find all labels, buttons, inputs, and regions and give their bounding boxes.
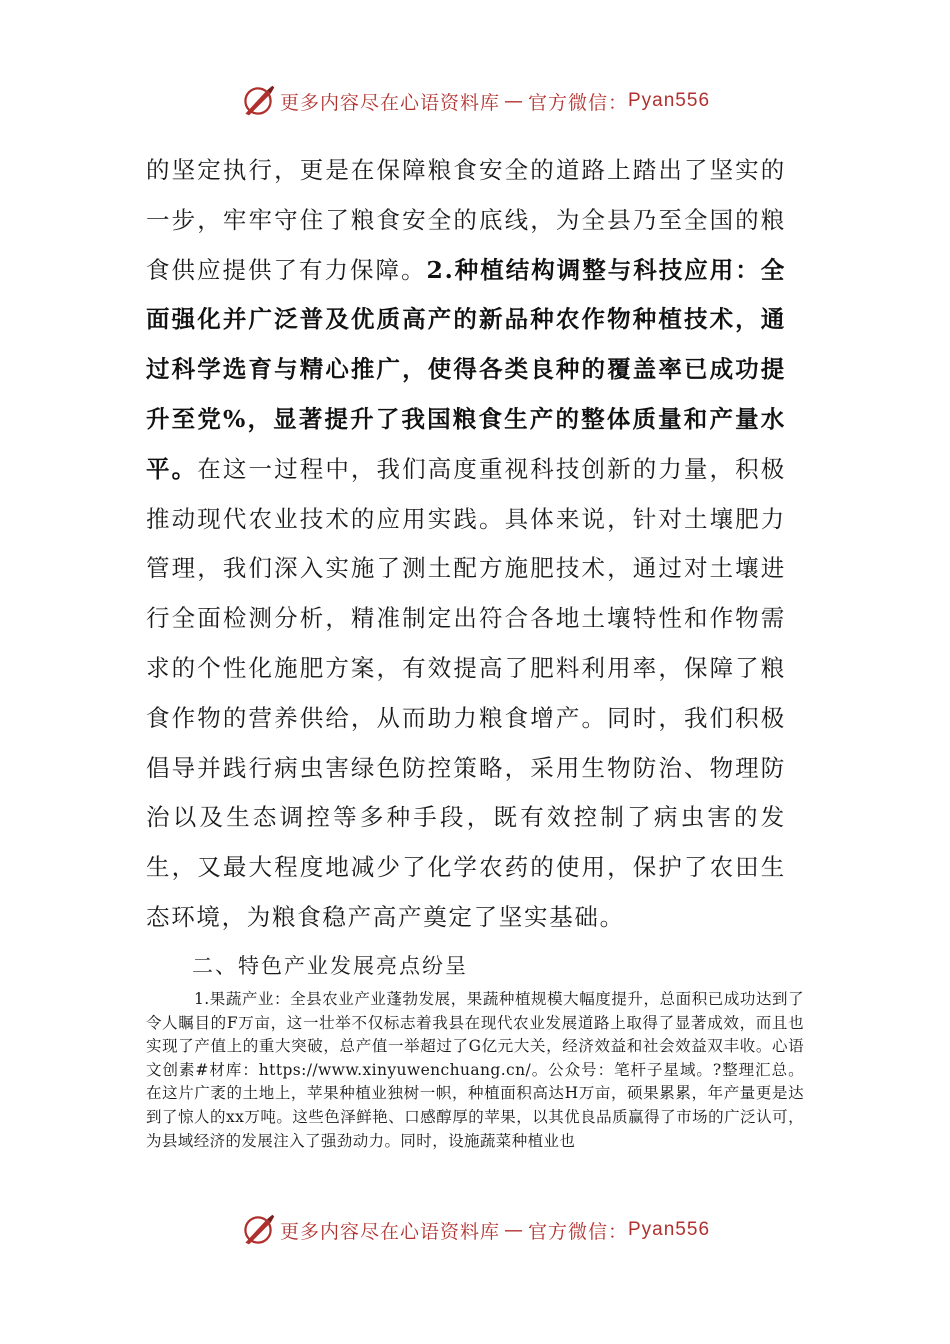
section-heading: 二、特色产业发展亮点纷呈 (192, 954, 468, 978)
bold-subheading-text: 2.种植结构调整与科技应用：全面强化并广泛普及优质高产的新品种农作物种植技术，通过科学选育与精心推广，使得各类良种的覆盖率已成功提升至党%，显著提升了我国粮食生产的整体质量和产量水平。 (146, 255, 786, 483)
paragraph-end: 在这一过程中，我们高度重视科技创新的力量，积极推动现代农业技术的应用实践。具体来说，针对土壤肥力管理，我们深入实施了测土配方施肥技术，通过对土壤进行全面检测分析，精准制定出符合各地土壤特性和作物需求的个性化施肥方案，有效提高了肥料利用率，保障了粮食作物的营养供给，从而助力粮食增产。同时，我们积极倡导并践行病虫害绿色防控策略，采用生物防治、物理防治以及生态调控等多种手段，既有效控制了病虫害的发生，又最大程度地减少了化学农药的使用，保护了农田生态环境，为粮食稳产高产奠定了坚实基础。 (146, 454, 786, 931)
pen-in-circle-icon (240, 1212, 276, 1248)
banner-account-id: Pyan556 (628, 90, 711, 111)
small-paragraph (146, 988, 804, 1153)
banner-separator: — (503, 90, 524, 112)
body-paragraph (146, 146, 786, 943)
banner-account-label: 官方微信： (527, 1220, 628, 1243)
small-paragraph-text: 1.果蔬产业：全县农业产业蓬勃发展，果蔬种植规模大幅度提升，总面积已成功达到了令人瞩目的F万亩，这一壮举不仅标志着我县在现代农业发展道路上取得了显著成效，而且也实现了产值上的重大突破，总产值一举超过了G亿元大关，经济效益和社会效益双丰收。心语文创素#材库：https://www.xinyuwenchuang.cn/。公众号：笔杆子星域。?整理汇总。在这片广袤的土地上，苹果种植业独树一帜，种植面积高达H万亩，硕果累累，年产量更是达到了惊人的xx万吨。这些色泽鲜艳、口感醇厚的苹果，以其优良品质赢得了市场的广泛认可，为县域经济的发展注入了强劲动力。同时，设施蔬菜种植业也 (146, 990, 804, 1150)
footer-banner (0, 1210, 950, 1250)
header-banner (0, 81, 950, 121)
banner-site-text: 更多内容尽在心语资料库 (279, 1220, 500, 1243)
banner-separator: — (503, 1219, 524, 1241)
banner-account-label: 官方微信： (527, 91, 628, 114)
banner-account-id: Pyan556 (628, 1219, 711, 1240)
paragraph-start: 的坚定执行，更是在保障粮食安全的道路上踏出了坚实的一步，牢牢守住了粮食安全的底线，为全县乃至全国的粮食供应提供了有力保障。 (146, 156, 786, 284)
pen-in-circle-icon (240, 83, 276, 119)
banner-site-text: 更多内容尽在心语资料库 (279, 91, 500, 114)
